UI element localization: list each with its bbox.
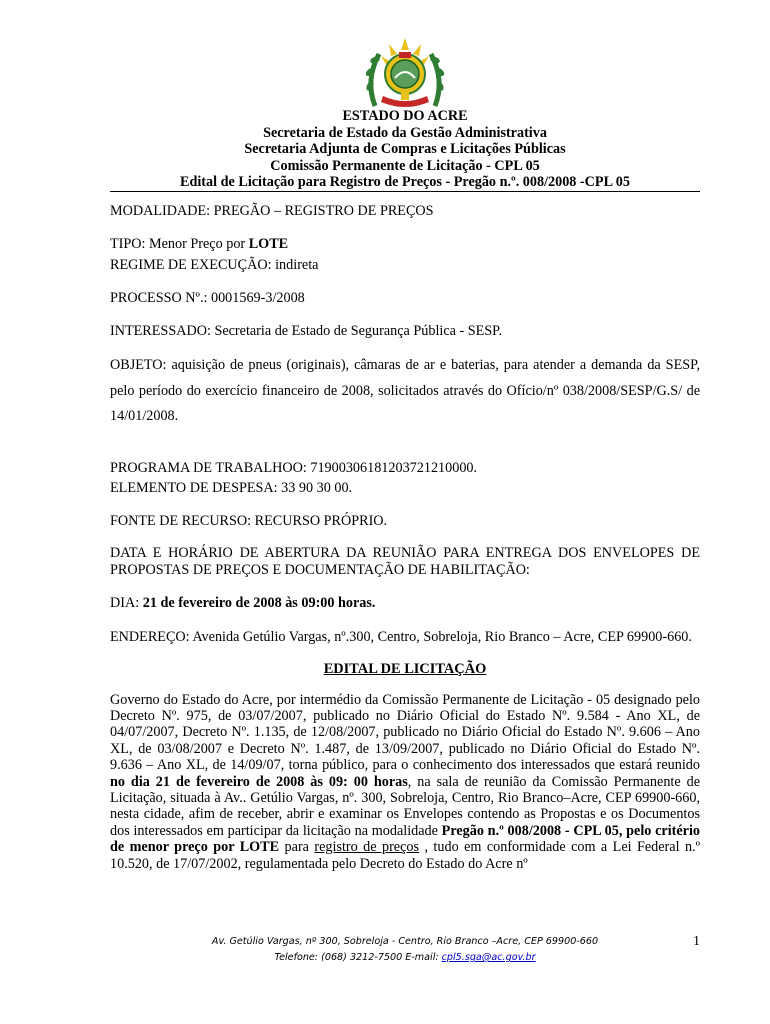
tipo-label: TIPO: Menor Preço por bbox=[110, 236, 249, 252]
footer-email-link[interactable]: cpl5.sga@ac.gov.br bbox=[441, 952, 536, 963]
processo-field: PROCESSO Nº.: 0001569-3/2008 bbox=[110, 290, 305, 306]
edital-text-2: , na sala de reunião da Comissão Permanente de Licitação, situada à Av.. Getúlio Vargas, nº. 300, Sobreloja, Centro, Rio Branco–Acre, CEP 69900-660, nesta cidade, afim de receber, abrir e examinar os Envelopes contendo as Propostas e os Documentos dos interessados em participar da licitação na modalidade bbox=[110, 773, 700, 839]
endereco-field: ENDEREÇO: Avenida Getúlio Vargas, nº.300, Centro, Sobreloja, Rio Branco – Acre, CEP 69900-660. bbox=[110, 628, 692, 645]
footer-phone: Telefone: (068) 3212-7500 E-mail: bbox=[274, 952, 442, 963]
edital-bold-pregao: Pregão n.º 008/2008 - CPL 05, pelo critério de menor preço por LOTE bbox=[110, 822, 700, 856]
header-secretariat: Secretaria de Estado da Gestão Administrativa bbox=[263, 124, 547, 141]
interessado-field: INTERESSADO: Secretaria de Estado de Segurança Pública - SESP. bbox=[110, 323, 503, 339]
edital-paragraph bbox=[110, 692, 700, 872]
tipo-value: LOTE bbox=[248, 236, 289, 252]
fonte-field: FONTE DE RECURSO: RECURSO PRÓPRIO. bbox=[110, 512, 388, 529]
page-number: 1 bbox=[693, 934, 700, 949]
dia-value: 21 de fevereiro de 2008 às 09:00 horas. bbox=[142, 594, 376, 611]
data-horario-field: DATA E HORÁRIO DE ABERTURA DA REUNIÃO PARA ENTREGA DOS ENVELOPES DE PROPOSTAS DE PREÇOS E DOCUMENTAÇÃO DE HABILITAÇÃO: bbox=[110, 544, 700, 578]
header-state: ESTADO DO ACRE bbox=[342, 108, 468, 124]
elemento-field: ELEMENTO DE DESPESA: 33 90 30 00. bbox=[110, 479, 353, 496]
header-divider bbox=[110, 191, 700, 192]
footer-address: Av. Getúlio Vargas, nº 300, Sobreloja - Centro, Rio Branco –Acre, CEP 69900-660 bbox=[211, 936, 599, 947]
edital-text-1: Governo do Estado do Acre, por intermédio da Comissão Permanente de Licitação - 05 designado pelo Decreto Nº. 975, de 03/07/2007, publicado no Diário Oficial do Estado Nº. 9.584 - Ano XL, de 04/07/2007, Decreto Nº. 1.135, de 12/08/2007, publicado no Diário Oficial do Estado Nº. 9.606 – Ano XL, de 03/08/2007 e Decreto Nº. 1.487, de 13/09/2007, publicado no Diário Oficial do Estado Nº. 9.636 – Ano XL, de 14/09/07, torna público, para o conhecimento dos interessados que estará reunido bbox=[110, 691, 700, 774]
programa-field: PROGRAMA DE TRABALHOO: 719003061812037212​10000. bbox=[110, 459, 478, 476]
header-edital-title: Edital de Licitação para Registro de Preços - Pregão n.º. 008/2008 -CPL 05 bbox=[180, 174, 630, 191]
modalidade-field: MODALIDADE: PREGÃO – REGISTRO DE PREÇOS bbox=[110, 203, 434, 219]
edital-bold-date: no dia 21 de fevereiro de 2008 às 09: 00 horas bbox=[110, 773, 408, 790]
footer-contact bbox=[110, 950, 700, 966]
regime-field: REGIME DE EXECUÇÃO: indireta bbox=[110, 257, 319, 273]
acre-coat-of-arms-icon bbox=[361, 36, 449, 116]
dia-field bbox=[110, 595, 700, 612]
edital-section-title: EDITAL DE LICITAÇÃO bbox=[323, 660, 487, 677]
page-footer bbox=[110, 934, 700, 968]
document-header bbox=[110, 108, 700, 191]
edital-text-3: para bbox=[279, 839, 315, 856]
objeto-field: OBJETO: aquisição de pneus (originais), câmaras de ar e baterias, para atender a demanda da SESP, pelo período do exercício financeiro de 2008, solicitados através do Ofício/nº 038/2008/SESP/G.S/ de 14/01/2008. bbox=[110, 357, 700, 424]
header-adjunct-secretariat: Secretaria Adjunta de Compras e Licitações Públicas bbox=[244, 141, 566, 158]
tipo-field bbox=[110, 236, 700, 253]
document-body bbox=[110, 203, 700, 872]
header-commission: Comissão Permanente de Licitação - CPL 05 bbox=[270, 157, 540, 174]
edital-underline-registro: registro de preços bbox=[314, 839, 420, 856]
dia-label: DIA: bbox=[110, 594, 143, 611]
edital-text-4: , tudo em conformidade com a Lei Federal n.º 10.520, de 17/07/2002, regulamentada pelo Decreto do Estado do Acre nº bbox=[110, 839, 700, 872]
